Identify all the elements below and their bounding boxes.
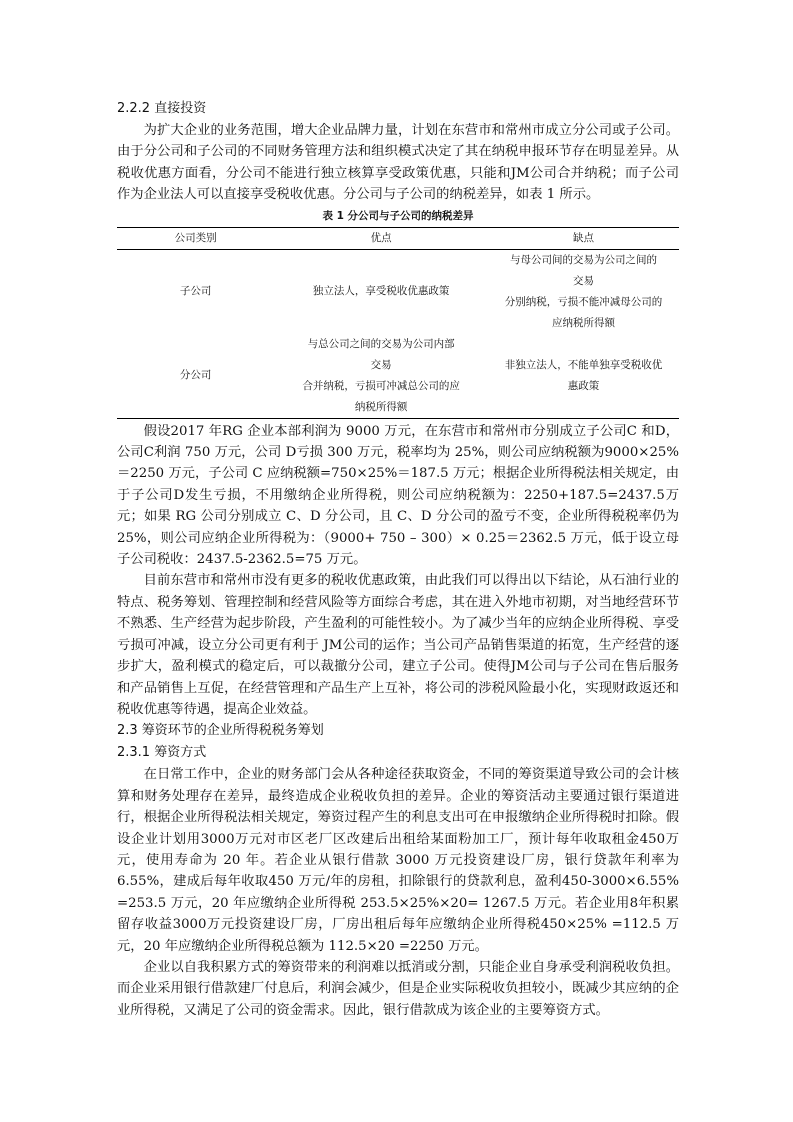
- cell-line: 惠政策: [567, 379, 600, 392]
- cell-line: 纳税所得额: [354, 400, 408, 413]
- cell-con: [488, 249, 679, 334]
- cell-type: 分公司: [117, 334, 274, 419]
- paragraph-conclusion: 目前东营市和常州市没有更多的税收优惠政策，由此我们可以得出以下结论，从石油行业的特点、税务筹划、管理控制和经营风险等方面综合考虑，其在进入外地市初期，对当地经营环节不熟悉、生产经营为起步阶段，产生盈利的可能性较小。为了减少当年的应纳企业所得税、享受亏损可冲减，设立分公司更有利于 JM公司的运作；当公司产品销售渠道的拓宽，生产经营的逐步扩大，盈利模式的稳定后，可以裁撤分公司，建立子公司。使得JM公司与子公司在售后服务和产品销售上互促，在经营管理和产品生产上互补，将公司的涉税风险最小化，实现财政返还和税收优惠等待遇，提高企业效益。: [117, 573, 679, 717]
- section-heading-2-3: 2.3 筹资环节的企业所得税税务筹划: [117, 723, 324, 739]
- cell-line: 交易: [572, 274, 594, 287]
- header-company-type: 公司类别: [117, 227, 274, 249]
- table-header-row: [117, 227, 679, 249]
- table-row: [117, 249, 679, 334]
- cell-line: 交易: [370, 358, 392, 371]
- cell-line: 与母公司间的交易为公司之间的: [509, 253, 657, 266]
- header-disadvantages: 缺点: [488, 227, 679, 249]
- cell-line: 非独立法人，不能单独享受税收优: [504, 358, 663, 371]
- document-page: [117, 98, 679, 1021]
- paragraph-bank-loan: 企业以自我积累方式的筹资带来的利润难以抵消或分割，只能企业自身承受利润税收负担。而企业采用银行借款建厂付息后，利润会减少，但是企业实际税收负担较小，既减少其应纳的企业所得税，又满足了公司的资金需求。因此，银行借款成为该企业的主要筹资方式。: [117, 959, 679, 1018]
- cell-line: 分别纳税，亏损不能冲减母公司的: [504, 295, 663, 308]
- cell-line: 合并纳税，亏损可冲减总公司的应: [302, 379, 460, 392]
- tax-difference-table: [117, 227, 679, 419]
- table-caption: 表 1 分公司与子公司的纳税差异: [322, 209, 474, 222]
- cell-line: 应纳税所得额: [551, 316, 615, 329]
- header-advantages: 优点: [274, 227, 488, 249]
- cell-pro: [274, 334, 488, 419]
- cell-type: 子公司: [179, 285, 212, 298]
- paragraph-direct-investment: 为扩大企业的业务范围，增大企业品牌力量，计划在东营市和常州市成立分公司或子公司。由于分公司和子公司的不同财务管理方法和组织模式决定了其在纳税申报环节存在明显差异。从税收优惠方面看，分公司不能进行独立核算享受政策优惠，只能和JM公司合并纳税；而子公司作为企业法人可以直接享受税收优惠。分公司与子公司的纳税差异，如表 1 所示。: [117, 123, 679, 203]
- table-row: [117, 334, 679, 419]
- cell-line: 独立法人，享受税收优惠政策: [312, 285, 450, 298]
- section-heading-2-2-2: 2.2.2 直接投资: [117, 101, 207, 116]
- cell-line: 与总公司之间的交易为公司内部: [307, 337, 455, 350]
- paragraph-example-calculation: 假设2017 年RG 企业本部利润为 9000 万元，在东营市和常州市分别成立子公司C 和D，公司C利润 750 万元，公司 D亏损 300 万元，税率均为 25%，则公司应纳税额为9000×25%＝2250 万元，子公司 C 应纳税额=750×25%＝187.5 万元；根据企业所得税法相关规定，由于子公司D发生亏损，不用缴纳企业所得税，则公司应纳税额为：2250+187.5=2437.5万元；如果 RG 公司分别成立 C、D 分公司，且 C、D 分公司的盈亏不变，企业所得税税率仍为 25%，则公司应纳企业所得税为：（9000+ 750 – 300）× 0.25＝2362.5 万元，低于设立母子公司税收：2437.5-2362.5=75 万元。: [117, 423, 679, 568]
- paragraph-financing: 在日常工作中，企业的财务部门会从各种途径获取资金，不同的筹资渠道导致公司的会计核算和财务处理存在差异，最终造成企业税收负担的差异。企业的筹资活动主要通过银行渠道进行，根据企业所得税法相关规定，筹资过程产生的利息支出可在申报缴纳企业所得税时扣除。假设企业计划用3000万元对市区老厂区改建后出租给某面粉加工厂，预计每年收取租金450万元，使用寿命为 20 年。若企业从银行借款 3000 万元投资建设厂房，银行贷款年利率为 6.55%，建成后每年收取450 万元/年的房租，扣除银行的贷款利息，盈利450-3000×6.55% =253.5 万元，20 年应缴纳企业所得税 253.5×25%×20= 1267.5 万元。若企业用8年积累留存收益3000万元投资建设厂房，厂房出租后每年应缴纳企业所得税450×25% =112.5 万元，20 年应缴纳企业所得税总额为 112.5×20 =2250 万元。: [117, 767, 679, 954]
- cell-pro: [274, 249, 488, 334]
- section-heading-2-3-1: 2.3.1 筹资方式: [117, 745, 207, 761]
- cell-con: [488, 334, 679, 419]
